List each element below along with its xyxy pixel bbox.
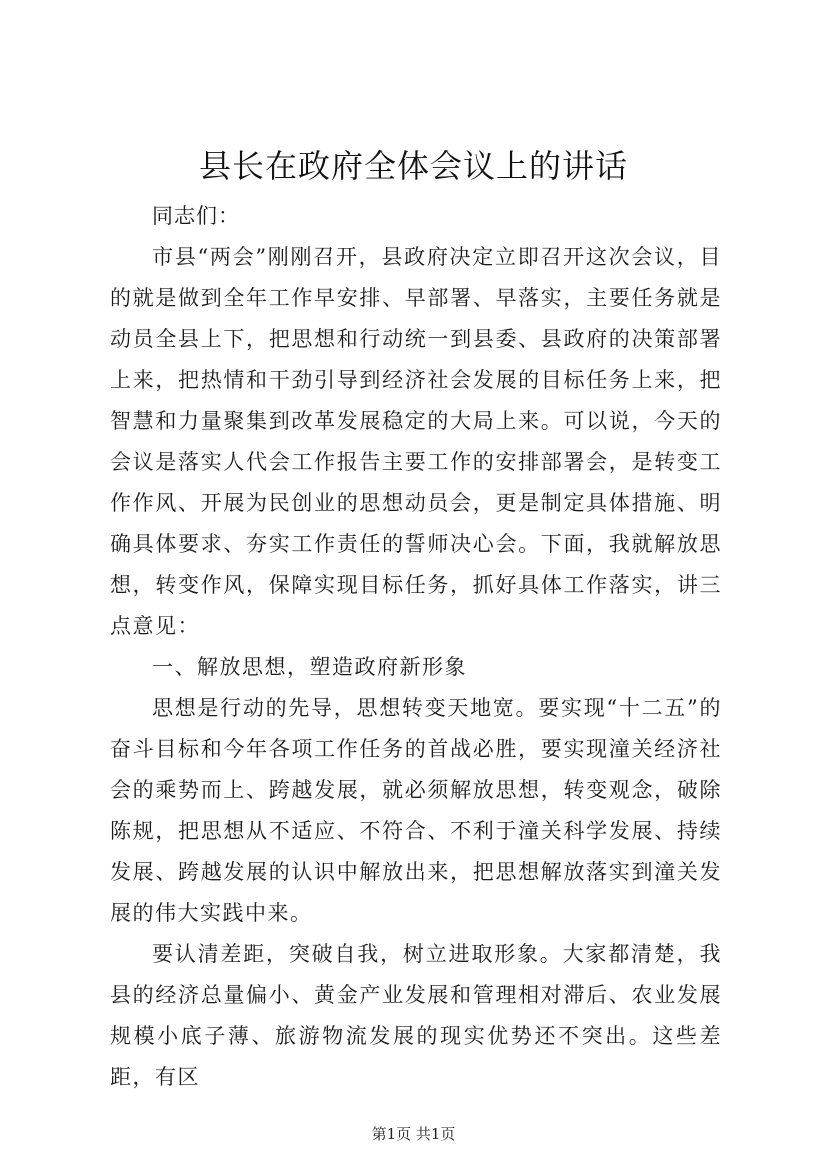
salutation-paragraph: 同志们： [152, 204, 240, 228]
body-paragraph: 要认清差距，突破自我，树立进取形象。大家都清楚，我县的经济总量偏小、黄金产业发展和管理相对滞后、农业发展规模小底子薄、旅游物流发展的现实优势还不突出。这些差距，有区 [110, 942, 722, 1089]
body-paragraph: 思想是行动的先导，思想转变天地宽。要实现“十二五”的奋斗目标和今年各项工作任务的首战必胜，要实现潼关经济社会的乘势而上、跨越发展，就必须解放思想，转变观念，破除陈规，把思想从不适应、不符合、不利于潼关科学发展、持续发展、跨越发展的认识中解放出来，把思想解放落实到潼关发展的伟大实践中来。 [110, 696, 722, 925]
document-body [110, 196, 722, 1098]
page-number-footer: 第1页 共1页 [371, 1125, 456, 1143]
intro-paragraph: 市县“两会”刚刚召开，县政府决定立即召开这次会议，目的就是做到全年工作早安排、早部署、早落实，主要任务就是动员全县上下，把思想和行动统一到县委、县政府的决策部署上来，把热情和干劲引导到经济社会发展的目标任务上来，把智慧和力量聚集到改革发展稳定的大局上来。可以说，今天的会议是落实人代会工作报告主要工作的安排部署会，是转变工作作风、开展为民创业的思想动员会，更是制定具体措施、明确具体要求、夯实工作责任的誓师决心会。下面，我就解放思想，转变作风，保障实现目标任务，抓好具体工作落实，讲三点意见： [110, 245, 722, 638]
section-heading: 一、解放思想，塑造政府新形象 [152, 655, 467, 679]
document-title: 县长在政府全体会议上的讲话 [198, 147, 628, 185]
